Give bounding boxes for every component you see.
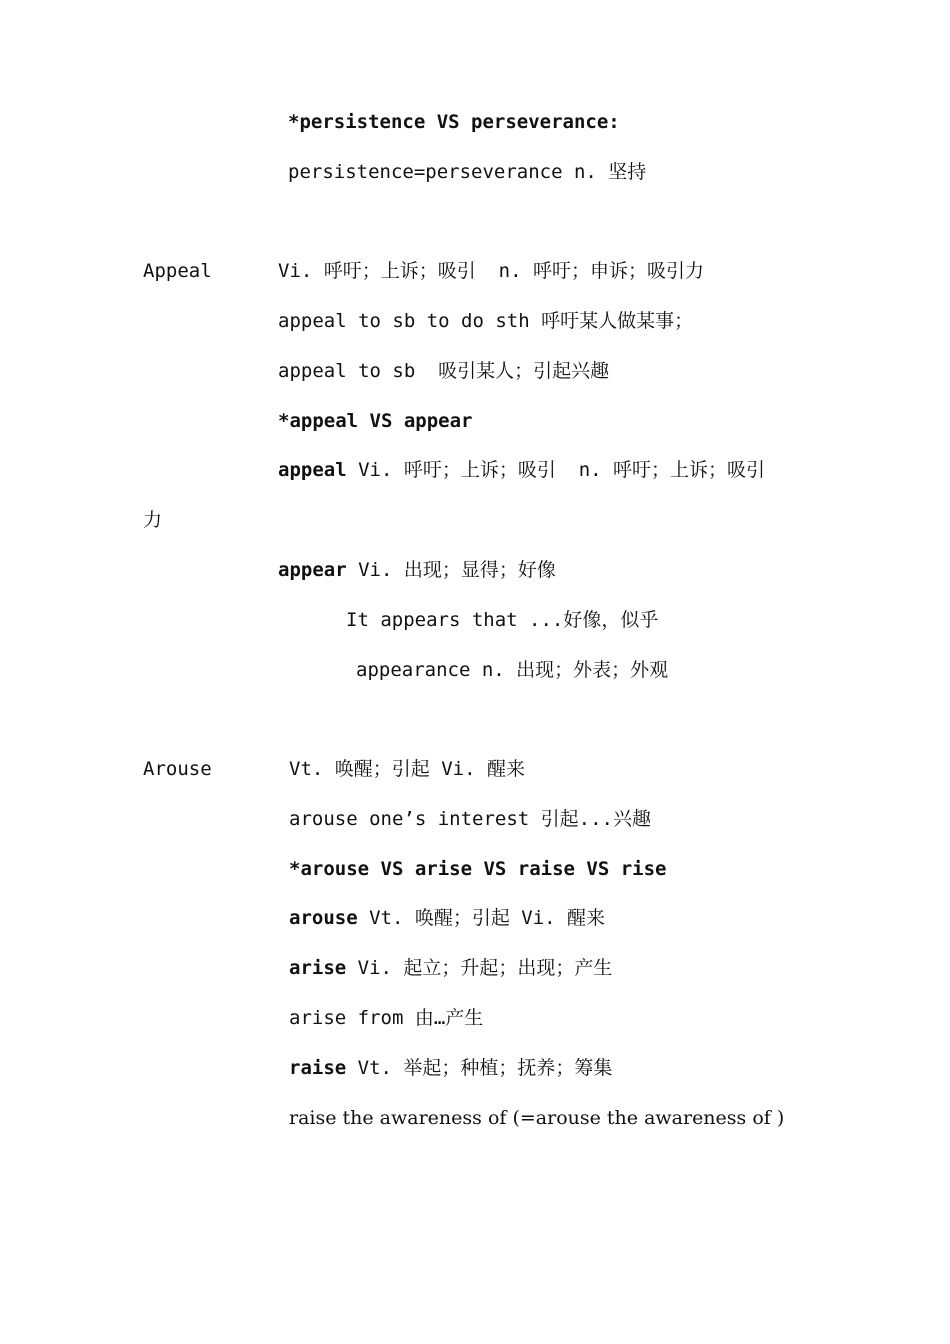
arouse-word-definition: Vt. 唤醒；引起 Vi. 醒来 [357, 907, 606, 929]
arouse-word: arouse [289, 907, 358, 929]
appearance-definition: appearance n. 出现；外表；外观 [356, 659, 669, 681]
raise-definition-line [289, 1055, 612, 1081]
arouse-usage-1: arouse one’s interest 引起...兴趣 [289, 808, 651, 830]
appeal-definition-line [278, 457, 765, 483]
appear-usage: It appears that ...好像，似乎 [346, 609, 659, 631]
arouse-compare-heading: *arouse VS arise VS raise VS rise [289, 858, 667, 880]
arouse-headword: Arouse [143, 758, 212, 780]
appeal-meaning: Vi. 呼吁；上诉；吸引 n. 呼吁；申诉；吸引力 [278, 260, 704, 282]
arise-usage: arise from 由…产生 [289, 1007, 484, 1029]
raise-usage: raise the awareness of (=arouse the awareness of ) [289, 1107, 785, 1129]
arise-definition-line [289, 955, 612, 981]
appeal-usage-2: appeal to sb 吸引某人；引起兴趣 [278, 360, 610, 382]
arouse-definition-line [289, 905, 605, 931]
appeal-usage-1: appeal to sb to do sth 呼吁某人做某事； [278, 310, 694, 332]
appear-word: appear [278, 559, 347, 581]
raise-word-definition: Vt. 举起；种植；抚养；筹集 [346, 1057, 613, 1079]
appeal-compare-heading: *appeal VS appear [278, 410, 473, 432]
arise-word: arise [289, 957, 347, 979]
raise-word: raise [289, 1057, 347, 1079]
appeal-word-definition: Vi. 呼吁；上诉；吸引 n. 呼吁；上诉；吸引 [346, 459, 766, 481]
persistence-compare-heading: *persistence VS perseverance: [288, 111, 620, 133]
appear-definition-line [278, 557, 556, 583]
appeal-headword: Appeal [143, 260, 212, 282]
appear-word-definition: Vi. 出现；显得；好像 [346, 559, 556, 581]
appeal-definition-wrap: 力 [143, 509, 163, 531]
arouse-meaning: Vt. 唤醒；引起 Vi. 醒来 [289, 758, 525, 780]
arise-word-definition: Vi. 起立；升起；出现；产生 [346, 957, 613, 979]
appeal-word: appeal [278, 459, 347, 481]
persistence-definition: persistence=perseverance n. 坚持 [288, 161, 647, 183]
